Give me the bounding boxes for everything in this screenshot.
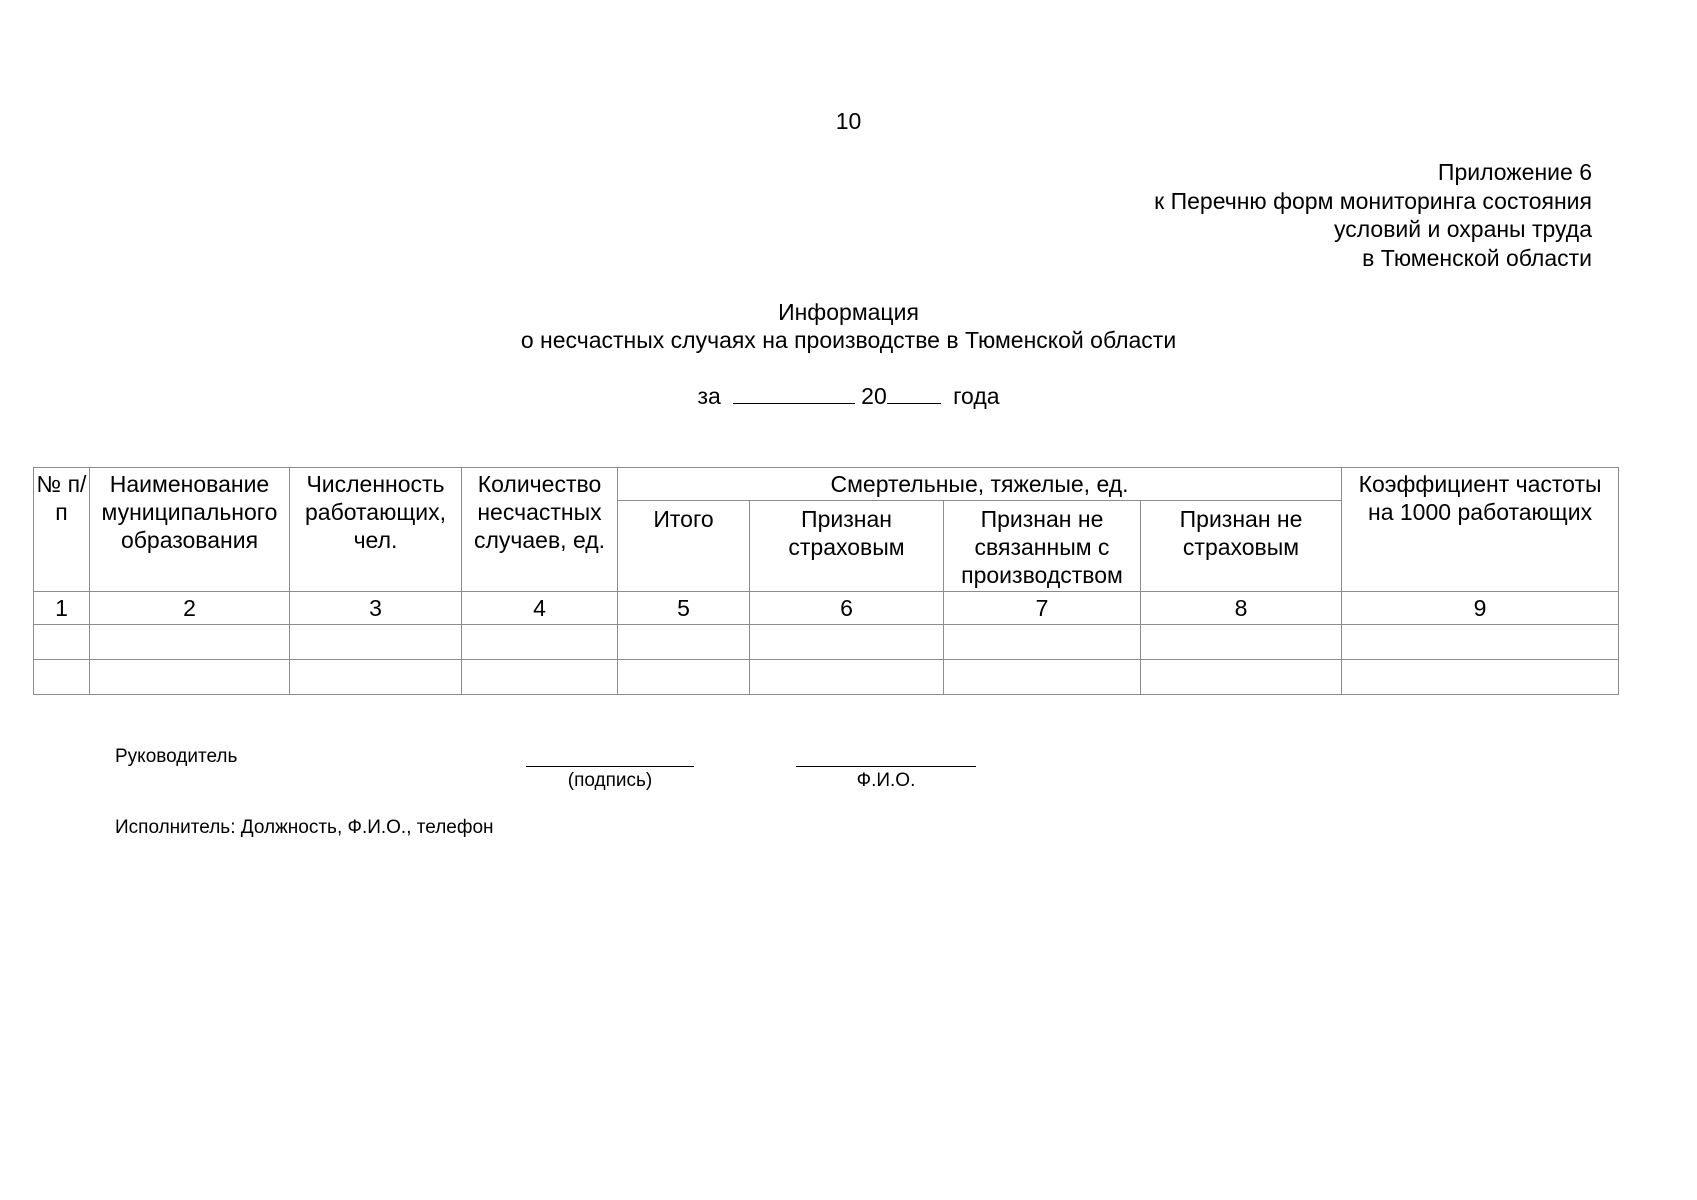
table-row bbox=[34, 625, 1619, 660]
period-suffix: года bbox=[953, 383, 1000, 409]
table-cell[interactable] bbox=[1342, 625, 1619, 660]
table-cell[interactable] bbox=[1342, 660, 1619, 695]
head-label: Руководитель bbox=[115, 746, 238, 767]
appendix-line-3: условий и охраны труда bbox=[1333, 216, 1592, 242]
reporting-period bbox=[0, 383, 1697, 410]
header-frequency-coefficient: Коэффициент частоты на 1000 работающих bbox=[1342, 468, 1619, 592]
table-cell[interactable] bbox=[90, 625, 290, 660]
signature-line bbox=[526, 766, 694, 767]
table-row bbox=[34, 660, 1619, 695]
period-year-prefix: 20 bbox=[861, 383, 887, 409]
appendix-reference bbox=[1154, 158, 1592, 272]
year-blank-field bbox=[887, 385, 941, 404]
header-group-fatal-severe: Смертельные, тяжелые, ед. bbox=[618, 468, 1342, 501]
header-municipality: Наименование муниципального образования bbox=[90, 468, 290, 592]
document-title bbox=[0, 298, 1697, 354]
column-number: 3 bbox=[290, 592, 462, 625]
title-line-1: Информация bbox=[778, 299, 919, 325]
table-cell[interactable] bbox=[34, 625, 90, 660]
column-number: 2 bbox=[90, 592, 290, 625]
column-number: 8 bbox=[1141, 592, 1342, 625]
header-not-insured: Признан не страховым bbox=[1141, 501, 1342, 592]
appendix-line-2: к Перечню форм мониторинга состояния bbox=[1154, 187, 1592, 214]
period-prefix: за bbox=[697, 383, 721, 409]
column-number: 6 bbox=[750, 592, 944, 625]
title-line-2: о несчастных случаях на производстве в Тюменской области bbox=[520, 327, 1177, 353]
period-blank-field bbox=[733, 385, 855, 404]
table-cell[interactable] bbox=[290, 660, 462, 695]
column-number: 1 bbox=[34, 592, 90, 625]
header-accidents-count: Количество несчастных случаев, ед. bbox=[462, 468, 618, 592]
header-number: № п/п bbox=[34, 468, 90, 592]
column-number: 5 bbox=[618, 592, 750, 625]
column-number: 4 bbox=[462, 592, 618, 625]
column-number: 9 bbox=[1342, 592, 1619, 625]
table-cell[interactable] bbox=[750, 625, 944, 660]
header-employees: Численность работающих, чел. bbox=[290, 468, 462, 592]
table-cell[interactable] bbox=[944, 625, 1141, 660]
table-cell[interactable] bbox=[618, 660, 750, 695]
header-insured: Признан страховым bbox=[750, 501, 944, 592]
name-line bbox=[796, 766, 976, 767]
table-cell[interactable] bbox=[34, 660, 90, 695]
table-cell[interactable] bbox=[944, 660, 1141, 695]
column-numbers-row bbox=[34, 592, 1619, 625]
table-cell[interactable] bbox=[618, 625, 750, 660]
table-cell[interactable] bbox=[750, 660, 944, 695]
table-cell[interactable] bbox=[290, 625, 462, 660]
header-total: Итого bbox=[618, 501, 750, 592]
name-caption: Ф.И.О. bbox=[856, 770, 916, 791]
header-not-work-related: Признан не связанным с производством bbox=[944, 501, 1141, 592]
table-cell[interactable] bbox=[462, 660, 618, 695]
table-cell[interactable] bbox=[462, 625, 618, 660]
column-number: 7 bbox=[944, 592, 1141, 625]
executor-line: Исполнитель: Должность, Ф.И.О., телефон bbox=[115, 817, 494, 838]
page-number: 10 bbox=[835, 108, 862, 134]
table-cell[interactable] bbox=[1141, 660, 1342, 695]
accidents-table bbox=[33, 467, 1619, 695]
signature-caption: (подпись) bbox=[567, 770, 653, 791]
appendix-line-1: Приложение 6 bbox=[1437, 159, 1592, 185]
appendix-line-4: в Тюменской области bbox=[1362, 244, 1592, 271]
table-cell[interactable] bbox=[90, 660, 290, 695]
table-cell[interactable] bbox=[1141, 625, 1342, 660]
